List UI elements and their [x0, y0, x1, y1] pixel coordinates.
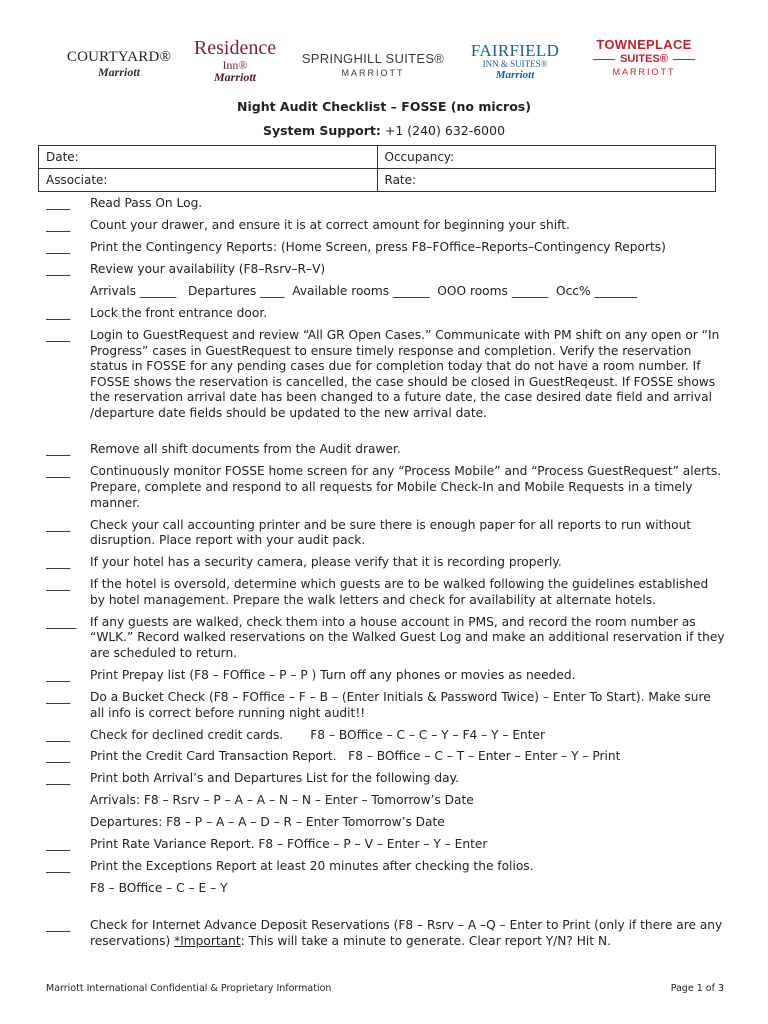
item-text: Check your call accounting printer and be sure there is enough paper for all reports to run without disruption. Place report with your audit pack.	[90, 517, 692, 548]
checklist	[46, 196, 726, 956]
checklist-item	[46, 218, 726, 234]
item-text: Print both Arrival’s and Departures List for the following day.	[90, 771, 459, 786]
item-text-after: : This will take a minute to generate. Clear report Y/N? Hit N.	[240, 933, 611, 948]
item-text: Print Prepay list (F8 – FOffice – P – P ) Turn off any phones or movies as needed.	[90, 667, 576, 682]
towneplace-suites-logo	[582, 38, 706, 77]
check-blank[interactable]: ____	[46, 667, 71, 682]
departures-command: Departures: F8 – P – A – A – D – R – Enter Tomorrow’s Date	[90, 815, 445, 830]
item-text: Login to GuestRequest and review “All GR Open Cases.” Communicate with PM shift on any open or “In Progress” cases in GuestRequest to ensure timely response and completion. Verify the reservation status in FOSSE for any pending cases due for completion today that do not have a room number. If FOSSE shows the reservation is cancelled, the case should be closed in GuestReqeust. If FOSSE shows the reservation arrival date has been changed to a future date, the case desired date field and arrival /departure date fields should be updated to the new arrival date.	[90, 327, 720, 420]
page-title: Night Audit Checklist – FOSSE (no micros)	[237, 99, 531, 114]
checklist-item	[46, 918, 726, 949]
check-blank[interactable]: ____	[46, 196, 71, 210]
item-text: Remove all shift documents from the Audit drawer.	[90, 442, 401, 457]
support-phone: +1 (240) 632-6000	[384, 123, 506, 138]
residence-inn-logo	[182, 38, 288, 83]
checklist-item	[46, 577, 726, 608]
exceptions-command: F8 – BOffice – C – E – Y	[90, 881, 228, 896]
checklist-item	[46, 196, 726, 212]
fairfield-logo-mid: INN & SUITES®	[482, 59, 548, 69]
checklist-item	[46, 749, 726, 765]
important-note: *Important	[174, 933, 241, 948]
fairfield-logo	[470, 42, 560, 81]
item-text: Lock the front entrance door.	[90, 305, 268, 320]
check-blank[interactable]: ____	[46, 327, 71, 342]
check-blank[interactable]: ____	[46, 771, 71, 786]
towneplace-logo-mid: SUITES®	[582, 54, 706, 65]
item-text: Read Pass On Log.	[90, 196, 203, 210]
springhill-logo-name: SPRINGHILL SUITES®	[301, 51, 445, 66]
associate-field[interactable]: Associate:	[39, 169, 378, 192]
towneplace-logo-sub: MARRIOTT	[612, 67, 676, 77]
check-blank[interactable]: ____	[46, 749, 71, 764]
checklist-item	[46, 837, 726, 853]
fairfield-logo-name: FAIRFIELD	[470, 41, 560, 60]
check-blank[interactable]: _____	[46, 614, 77, 629]
item-text: If any guests are walked, check them into a house account in PMS, and record the room number as “WLK.” Record walked reservations on the Walked Guest Log and make an additional reservation if they are scheduled to return.	[90, 614, 725, 660]
residence-logo-name: Residence	[193, 37, 277, 59]
item-text: If the hotel is oversold, determine which guests are to be walked following the guidelines established by hotel management. Prepare the walk letters and check for availability at alternate hotels.	[90, 577, 709, 607]
confidential-footer: Marriott International Confidential & Proprietary Information	[46, 983, 332, 994]
springhill-suites-logo	[296, 52, 450, 78]
check-blank[interactable]: ____	[46, 217, 71, 232]
residence-logo-mid: Inn®	[222, 58, 248, 72]
rate-field[interactable]: Rate:	[377, 169, 716, 192]
check-blank[interactable]: ____	[46, 239, 71, 254]
page-number: Page 1 of 3	[670, 983, 724, 994]
availability-line: Arrivals ______ Departures ____ Available rooms ______ OOO rooms ______ Occ% _______	[90, 283, 638, 298]
checklist-item	[46, 728, 726, 744]
checklist-item	[46, 555, 726, 571]
item-text: Print the Credit Card Transaction Report. F8 – BOffice – C – T – Enter – Enter – Y – Print	[90, 749, 621, 764]
checklist-item	[46, 464, 726, 511]
item-text: Print Rate Variance Report. F8 – FOffice – P – V – Enter – Y – Enter	[90, 837, 488, 852]
courtyard-logo	[66, 50, 172, 78]
item-text: Check for declined credit cards. F8 – BOffice – C – C – Y – F4 – Y – Enter	[90, 727, 546, 742]
springhill-logo-sub: MARRIOTT	[341, 68, 405, 78]
date-field[interactable]: Date:	[39, 146, 378, 169]
item-text: Print the Contingency Reports: (Home Screen, press F8–FOffice–Reports–Contingency Reports)	[90, 239, 666, 254]
checklist-item	[46, 262, 726, 278]
check-blank[interactable]: ____	[46, 555, 71, 570]
check-blank[interactable]: ____	[46, 917, 71, 932]
checklist-item	[46, 690, 726, 721]
check-blank[interactable]: ____	[46, 689, 71, 704]
occupancy-field[interactable]: Occupancy:	[377, 146, 716, 169]
item-text: Print the Exceptions Report at least 20 minutes after checking the folios.	[90, 859, 534, 874]
support-label: System Support:	[262, 123, 381, 138]
checklist-item	[46, 771, 726, 787]
item-text: Review your availability (F8–Rsrv–R–V)	[90, 261, 326, 276]
item-text: Continuously monitor FOSSE home screen for any “Process Mobile” and “Process GuestRequest” alerts. Prepare, complete and respond to all requests for Mobile Check-In and Mobile Requests in a timely manner.	[90, 464, 722, 510]
checklist-item	[46, 518, 726, 549]
info-table	[38, 145, 716, 192]
fairfield-logo-sub: Marriott	[495, 69, 535, 81]
check-blank[interactable]: ____	[46, 577, 71, 592]
item-text-before: Check for Internet Advance Deposit Reservations (F8 – Rsrv – A –Q – Enter to Print (only if there are any reservations)	[90, 917, 723, 948]
item-text: Do a Bucket Check (F8 – FOffice – F – B – (Enter Initials & Password Twice) – Enter To Start). Make sure all info is correct before running night audit!!	[90, 689, 711, 720]
check-blank[interactable]: ____	[46, 442, 71, 457]
checklist-item	[46, 328, 726, 422]
checklist-item	[46, 615, 726, 662]
system-support-line	[0, 123, 768, 138]
item-text: If your hotel has a security camera, please verify that it is recording properly.	[90, 555, 562, 570]
checklist-item	[46, 240, 726, 256]
courtyard-logo-name: COURTYARD®	[66, 49, 172, 65]
towneplace-logo-name: TOWNEPLACE	[596, 37, 692, 52]
item-text: Count your drawer, and ensure it is at correct amount for beginning your shift.	[90, 217, 570, 232]
check-blank[interactable]: ____	[46, 727, 71, 742]
check-blank[interactable]: ____	[46, 305, 71, 320]
checklist-item	[46, 442, 726, 458]
arrivals-command: Arrivals: F8 – Rsrv – P – A – A – N – N – Enter – Tomorrow’s Date	[90, 793, 474, 808]
checklist-item	[46, 668, 726, 684]
check-blank[interactable]: ____	[46, 261, 71, 276]
courtyard-logo-sub: Marriott	[97, 65, 140, 79]
check-blank[interactable]: ____	[46, 837, 71, 852]
checklist-item	[46, 859, 726, 875]
brand-logos	[0, 34, 768, 86]
check-blank[interactable]: ____	[46, 859, 71, 874]
check-blank[interactable]: ____	[46, 464, 71, 479]
checklist-item	[46, 306, 726, 322]
check-blank[interactable]: ____	[46, 517, 71, 532]
residence-logo-sub: Marriott	[213, 70, 256, 84]
